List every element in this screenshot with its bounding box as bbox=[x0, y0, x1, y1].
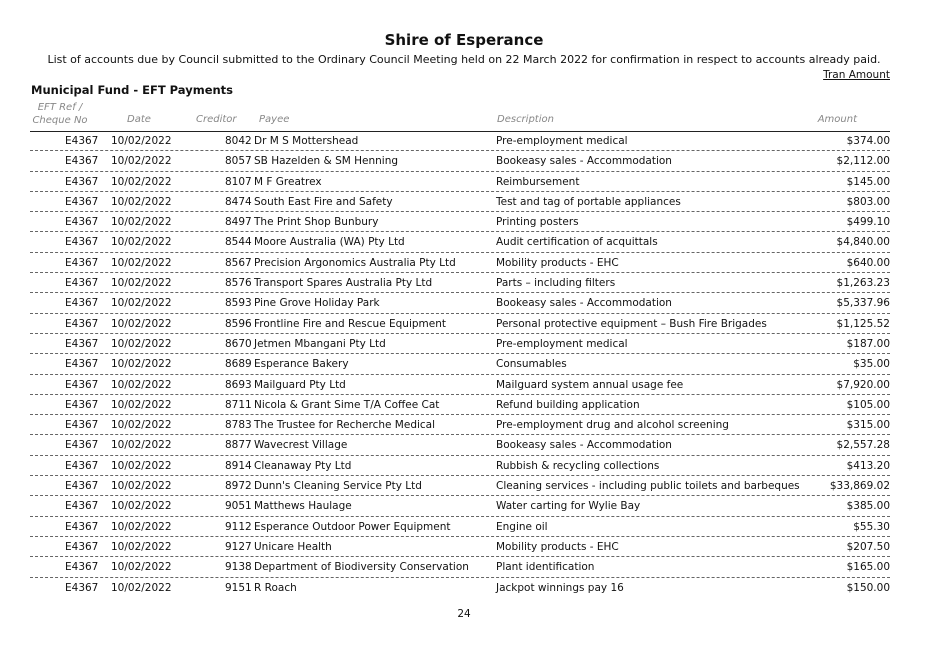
column-header-ref-line1: EFT Ref / bbox=[37, 102, 83, 113]
cell-amount: $150.00 bbox=[846, 581, 890, 594]
cell-amount: $165.00 bbox=[846, 561, 890, 574]
cell-date: 10/02/2022 bbox=[111, 520, 172, 533]
cell-description: Mobility products - EHC bbox=[496, 540, 619, 553]
cell-ref: E4367 bbox=[65, 480, 99, 493]
cell-payee: R Roach bbox=[254, 581, 297, 594]
table-row bbox=[30, 435, 890, 455]
cell-amount: $1,263.23 bbox=[836, 277, 890, 290]
cell-date: 10/02/2022 bbox=[111, 256, 172, 269]
cell-date: 10/02/2022 bbox=[111, 398, 172, 411]
table-row bbox=[30, 375, 890, 395]
cell-date: 10/02/2022 bbox=[111, 175, 172, 188]
cell-date: 10/02/2022 bbox=[111, 419, 172, 432]
cell-description: Reimbursement bbox=[496, 175, 580, 188]
table-row bbox=[30, 476, 890, 496]
table-row bbox=[30, 557, 890, 577]
cell-creditor: 9151 bbox=[225, 581, 252, 594]
table-row bbox=[30, 172, 890, 192]
table-row bbox=[30, 354, 890, 374]
cell-payee: Department of Biodiversity Conservation bbox=[254, 561, 469, 574]
section-heading: Municipal Fund - EFT Payments bbox=[31, 83, 234, 97]
table-row bbox=[30, 273, 890, 293]
cell-creditor: 8670 bbox=[225, 337, 252, 350]
cell-ref: E4367 bbox=[65, 297, 99, 310]
cell-date: 10/02/2022 bbox=[111, 297, 172, 310]
cell-date: 10/02/2022 bbox=[111, 358, 172, 371]
table-row bbox=[30, 395, 890, 415]
cell-date: 10/02/2022 bbox=[111, 581, 172, 594]
table-row bbox=[30, 253, 890, 273]
cell-payee: SB Hazelden & SM Henning bbox=[254, 155, 399, 168]
cell-ref: E4367 bbox=[65, 155, 99, 168]
cell-amount: $374.00 bbox=[846, 135, 890, 147]
cell-ref: E4367 bbox=[65, 216, 99, 229]
cell-ref: E4367 bbox=[65, 195, 99, 208]
cell-creditor: 8689 bbox=[225, 358, 252, 371]
cell-amount: $33,869.02 bbox=[829, 480, 890, 493]
cell-description: Bookeasy sales - Accommodation bbox=[496, 439, 672, 452]
cell-description: Pre-employment drug and alcohol screening bbox=[496, 419, 729, 432]
cell-creditor: 8576 bbox=[225, 277, 252, 290]
cell-ref: E4367 bbox=[65, 317, 99, 330]
cell-ref: E4367 bbox=[65, 277, 99, 290]
cell-amount: $413.20 bbox=[846, 459, 890, 472]
cell-creditor: 8877 bbox=[225, 439, 252, 452]
cell-creditor: 8972 bbox=[225, 480, 252, 493]
cell-amount: $5,337.96 bbox=[836, 297, 890, 310]
cell-description: Audit certification of acquittals bbox=[496, 236, 658, 249]
cell-payee: Nicola & Grant Sime T/A Coffee Cat bbox=[254, 398, 440, 411]
document-subtitle: List of accounts due by Council submitted to the Ordinary Council Meeting held on 22 March 2022 for confirmation in respect to accounts already paid. bbox=[47, 53, 881, 66]
cell-amount: $499.10 bbox=[846, 216, 890, 229]
cell-ref: E4367 bbox=[65, 520, 99, 533]
cell-creditor: 8783 bbox=[225, 419, 252, 432]
table-row bbox=[30, 578, 890, 597]
cell-amount: $385.00 bbox=[846, 500, 890, 513]
table-row bbox=[30, 537, 890, 557]
cell-payee: South East Fire and Safety bbox=[254, 195, 393, 208]
cell-amount: $187.00 bbox=[846, 337, 890, 350]
cell-payee: Frontline Fire and Rescue Equipment bbox=[254, 317, 446, 330]
cell-description: Test and tag of portable appliances bbox=[496, 195, 681, 208]
column-header-payee: Payee bbox=[259, 114, 290, 125]
cell-description: Mobility products - EHC bbox=[496, 256, 619, 269]
cell-ref: E4367 bbox=[65, 337, 99, 350]
cell-creditor: 8107 bbox=[225, 175, 252, 188]
table-row bbox=[30, 334, 890, 354]
cell-payee: Jetmen Mbangani Pty Ltd bbox=[254, 337, 386, 350]
cell-description: Pre-employment medical bbox=[496, 337, 628, 350]
cell-description: Parts – including filters bbox=[496, 277, 616, 290]
cell-description: Consumables bbox=[496, 358, 567, 371]
cell-description: Cleaning services - including public toilets and barbeques bbox=[496, 480, 800, 493]
cell-date: 10/02/2022 bbox=[111, 195, 172, 208]
cell-payee: Esperance Bakery bbox=[254, 358, 349, 371]
cell-description: Water carting for Wylie Bay bbox=[496, 500, 641, 513]
cell-creditor: 9051 bbox=[225, 500, 252, 513]
cell-ref: E4367 bbox=[65, 378, 99, 391]
cell-amount: $2,557.28 bbox=[836, 439, 890, 452]
cell-ref: E4367 bbox=[65, 561, 99, 574]
cell-description: Pre-employment medical bbox=[496, 135, 628, 147]
cell-payee: Esperance Outdoor Power Equipment bbox=[254, 520, 451, 533]
cell-ref: E4367 bbox=[65, 500, 99, 513]
cell-creditor: 9112 bbox=[225, 520, 252, 533]
table-row bbox=[30, 232, 890, 252]
cell-payee: M F Greatrex bbox=[254, 175, 322, 188]
table-row bbox=[30, 496, 890, 516]
cell-ref: E4367 bbox=[65, 398, 99, 411]
page-number: 24 bbox=[457, 608, 471, 620]
cell-creditor: 8057 bbox=[225, 155, 252, 168]
cell-amount: $35.00 bbox=[853, 358, 890, 371]
cell-date: 10/02/2022 bbox=[111, 236, 172, 249]
document-title: Shire of Esperance bbox=[384, 31, 544, 49]
cell-payee: Matthews Haulage bbox=[254, 500, 352, 513]
table-row bbox=[30, 212, 890, 232]
cell-amount: $4,840.00 bbox=[836, 236, 890, 249]
cell-creditor: 8711 bbox=[225, 398, 252, 411]
cell-amount: $145.00 bbox=[846, 175, 890, 188]
table-row bbox=[30, 415, 890, 435]
cell-ref: E4367 bbox=[65, 540, 99, 553]
column-header-date: Date bbox=[127, 114, 151, 125]
cell-date: 10/02/2022 bbox=[111, 337, 172, 350]
cell-amount: $7,920.00 bbox=[836, 378, 890, 391]
cell-payee: The Print Shop Bunbury bbox=[254, 216, 379, 229]
cell-amount: $640.00 bbox=[846, 256, 890, 269]
cell-date: 10/02/2022 bbox=[111, 378, 172, 391]
column-header-creditor: Creditor bbox=[196, 114, 237, 125]
cell-date: 10/02/2022 bbox=[111, 540, 172, 553]
table-header bbox=[30, 101, 890, 132]
cell-amount: $55.30 bbox=[853, 520, 890, 533]
cell-date: 10/02/2022 bbox=[111, 216, 172, 229]
cell-date: 10/02/2022 bbox=[111, 135, 172, 147]
cell-date: 10/02/2022 bbox=[111, 480, 172, 493]
cell-creditor: 8593 bbox=[225, 297, 252, 310]
column-header-ref-line2: Cheque No bbox=[32, 115, 88, 126]
table-row bbox=[30, 314, 890, 334]
cell-ref: E4367 bbox=[65, 236, 99, 249]
cell-ref: E4367 bbox=[65, 175, 99, 188]
cell-ref: E4367 bbox=[65, 419, 99, 432]
cell-date: 10/02/2022 bbox=[111, 317, 172, 330]
column-header-description: Description bbox=[497, 114, 554, 125]
cell-description: Refund building application bbox=[496, 398, 640, 411]
cell-date: 10/02/2022 bbox=[111, 500, 172, 513]
cell-description: Printing posters bbox=[496, 216, 579, 229]
table-row bbox=[30, 517, 890, 537]
cell-description: Personal protective equipment – Bush Fire Brigades bbox=[496, 317, 767, 330]
cell-creditor: 8914 bbox=[225, 459, 252, 472]
cell-date: 10/02/2022 bbox=[111, 277, 172, 290]
cell-date: 10/02/2022 bbox=[111, 155, 172, 168]
cell-date: 10/02/2022 bbox=[111, 561, 172, 574]
cell-ref: E4367 bbox=[65, 135, 99, 147]
cell-creditor: 8596 bbox=[225, 317, 252, 330]
cell-amount: $1,125.52 bbox=[836, 317, 890, 330]
payments-table bbox=[30, 131, 890, 597]
cell-creditor: 8693 bbox=[225, 378, 252, 391]
cell-date: 10/02/2022 bbox=[111, 439, 172, 452]
cell-ref: E4367 bbox=[65, 581, 99, 594]
column-header-amount: Amount bbox=[817, 114, 857, 125]
cell-amount: $207.50 bbox=[846, 540, 890, 553]
cell-description: Bookeasy sales - Accommodation bbox=[496, 297, 672, 310]
cell-payee: Unicare Health bbox=[254, 540, 332, 553]
cell-payee: Mailguard Pty Ltd bbox=[254, 378, 346, 391]
cell-creditor: 9127 bbox=[225, 540, 252, 553]
cell-creditor: 8567 bbox=[225, 256, 252, 269]
cell-creditor: 8544 bbox=[225, 236, 252, 249]
cell-creditor: 9138 bbox=[225, 561, 252, 574]
cell-payee: The Trustee for Recherche Medical bbox=[254, 419, 436, 432]
cell-description: Plant identification bbox=[496, 561, 595, 574]
cell-payee: Cleanaway Pty Ltd bbox=[254, 459, 352, 472]
cell-description: Jackpot winnings pay 16 bbox=[496, 581, 624, 594]
cell-creditor: 8474 bbox=[225, 195, 252, 208]
table-row bbox=[30, 192, 890, 212]
cell-amount: $315.00 bbox=[846, 419, 890, 432]
cell-payee: Dunn's Cleaning Service Pty Ltd bbox=[254, 480, 422, 493]
cell-description: Mailguard system annual usage fee bbox=[496, 378, 684, 391]
cell-amount: $105.00 bbox=[846, 398, 890, 411]
cell-ref: E4367 bbox=[65, 439, 99, 452]
cell-ref: E4367 bbox=[65, 358, 99, 371]
cell-amount: $2,112.00 bbox=[836, 155, 890, 168]
cell-payee: Dr M S Mottershead bbox=[254, 135, 359, 147]
cell-date: 10/02/2022 bbox=[111, 459, 172, 472]
table-row bbox=[30, 131, 890, 151]
cell-description: Bookeasy sales - Accommodation bbox=[496, 155, 672, 168]
cell-amount: $803.00 bbox=[846, 195, 890, 208]
table-row bbox=[30, 293, 890, 313]
cell-ref: E4367 bbox=[65, 256, 99, 269]
cell-payee: Wavecrest Village bbox=[254, 439, 348, 452]
cell-payee: Pine Grove Holiday Park bbox=[254, 297, 380, 310]
cell-creditor: 8042 bbox=[225, 135, 252, 147]
cell-creditor: 8497 bbox=[225, 216, 252, 229]
cell-payee: Transport Spares Australia Pty Ltd bbox=[254, 277, 433, 290]
table-row bbox=[30, 456, 890, 476]
cell-description: Rubbish & recycling collections bbox=[496, 459, 660, 472]
cell-payee: Moore Australia (WA) Pty Ltd bbox=[254, 236, 405, 249]
cell-ref: E4367 bbox=[65, 459, 99, 472]
tran-amount-label: Tran Amount bbox=[823, 69, 890, 81]
column-header-ref bbox=[30, 101, 90, 127]
table-row bbox=[30, 151, 890, 171]
cell-payee: Precision Argonomics Australia Pty Ltd bbox=[254, 256, 456, 269]
cell-description: Engine oil bbox=[496, 520, 548, 533]
